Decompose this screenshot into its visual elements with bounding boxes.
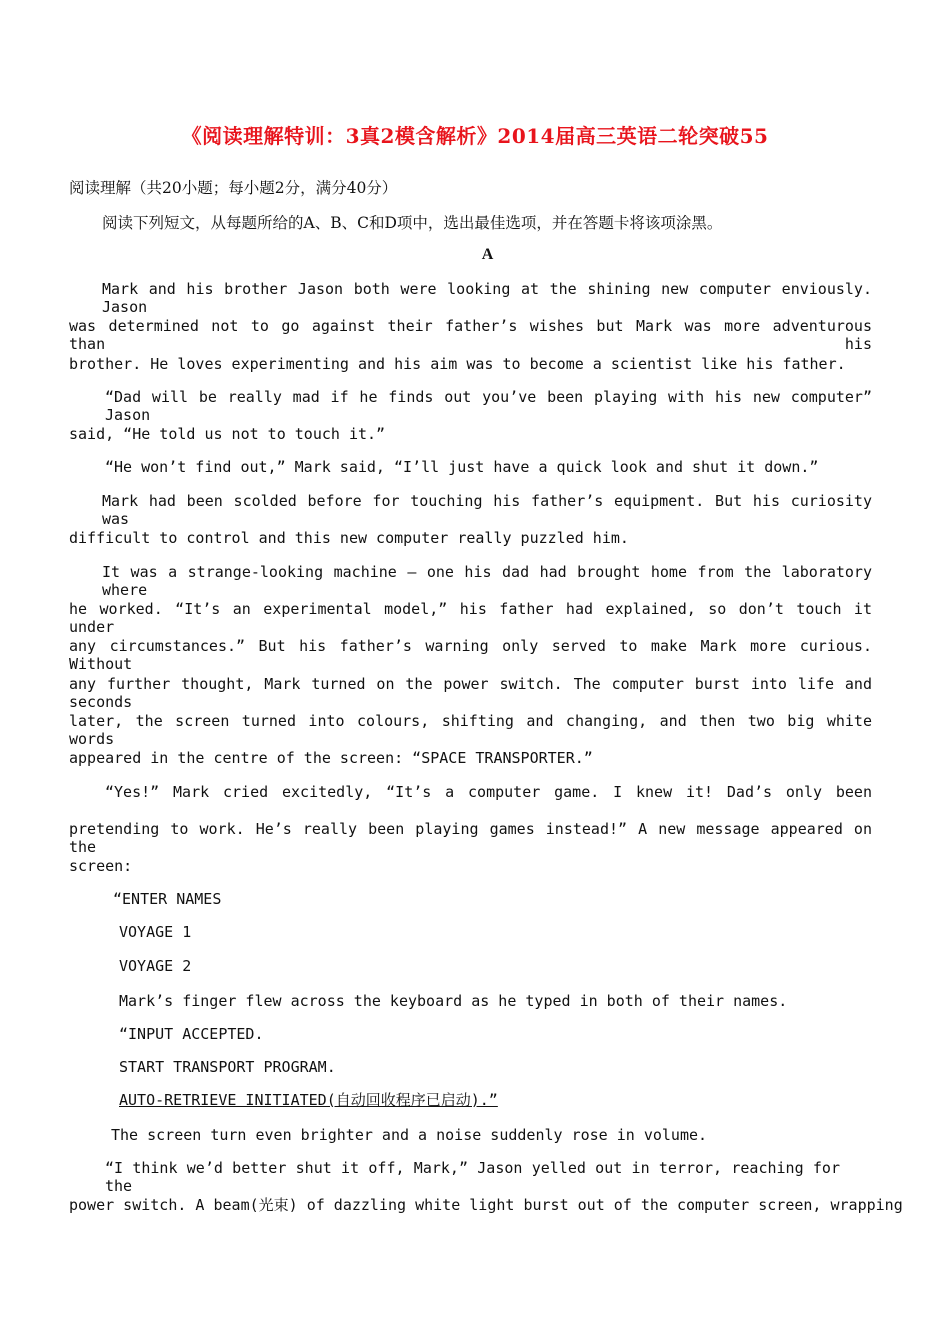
passage-line: Mark and his brother Jason both were looking at the shining new computer enviously. Jason — [102, 280, 872, 316]
passage-line: any further thought, Mark turned on the power switch. The computer burst into life and seconds — [69, 675, 872, 711]
passage-line: pretending to work. He’s really been playing games instead!” A new message appeared on the — [69, 820, 872, 856]
passage-line: It was a strange-looking machine — one his dad had brought home from the laboratory where — [102, 563, 872, 599]
passage-line: appeared in the centre of the screen: “SPACE TRANSPORTER.” — [69, 749, 593, 767]
passage-line: any circumstances.” But his father’s warning only served to make Mark more curious. Without — [69, 637, 872, 673]
document-title: 《阅读理解特训：3真2模含解析》2014届高三英语二轮突破55 — [181, 124, 769, 148]
section-header: 阅读理解（共20小题；每小题2分，满分40分） — [69, 179, 398, 197]
passage-line: “Yes!” Mark cried excitedly, “It’s a computer game. I knew it! Dad’s only been — [105, 783, 872, 801]
instructions: 阅读下列短文，从每题所给的A、B、C和D项中，选出最佳选项，并在答题卡将该项涂黑。 — [102, 214, 723, 232]
screen-text-line: “ENTER NAMES — [113, 890, 222, 908]
passage-line: difficult to control and this new computer really puzzled him. — [69, 529, 629, 547]
passage-line: Mark had been scolded before for touching his father’s equipment. But his curiosity was — [102, 492, 872, 528]
passage-line: “Dad will be really mad if he finds out you’ve been playing with his new computer” Jason — [105, 388, 872, 424]
passage-line: screen: — [69, 857, 133, 875]
passage-line: The screen turn even brighter and a noise suddenly rose in volume. — [111, 1126, 708, 1144]
passage-line: he worked. “It’s an experimental model,” his father had explained, so don’t touch it under — [69, 600, 872, 636]
screen-text-line: START TRANSPORT PROGRAM. — [119, 1058, 336, 1076]
passage-line: was determined not to go against their father’s wishes but Mark was more adventurous than his — [69, 317, 872, 353]
screen-text-line-underlined: AUTO-RETRIEVE INITIATED(自动回收程序已启动).” — [119, 1091, 498, 1109]
passage-line: brother. He loves experimenting and his aim was to become a scientist like his father. — [69, 355, 846, 373]
screen-text-line: VOYAGE 1 — [119, 923, 192, 941]
passage-line: Mark’s finger flew across the keyboard as he typed in both of their names. — [119, 992, 788, 1010]
screen-text-line: “INPUT ACCEPTED. — [119, 1025, 264, 1043]
screen-text-line: VOYAGE 2 — [119, 957, 192, 975]
passage-line: power switch. A beam(光束) of dazzling white light burst out of the computer screen, wrapping — [69, 1196, 903, 1214]
passage-label: A — [481, 246, 494, 263]
passage-line: later, the screen turned into colours, shifting and changing, and then two big white words — [69, 712, 872, 748]
passage-line: “He won’t find out,” Mark said, “I’ll just have a quick look and shut it down.” — [105, 458, 819, 476]
passage-line: “I think we’d better shut it off, Mark,” Jason yelled out in terror, reaching for the — [105, 1159, 840, 1195]
passage-line: said, “He told us not to touch it.” — [69, 425, 386, 443]
